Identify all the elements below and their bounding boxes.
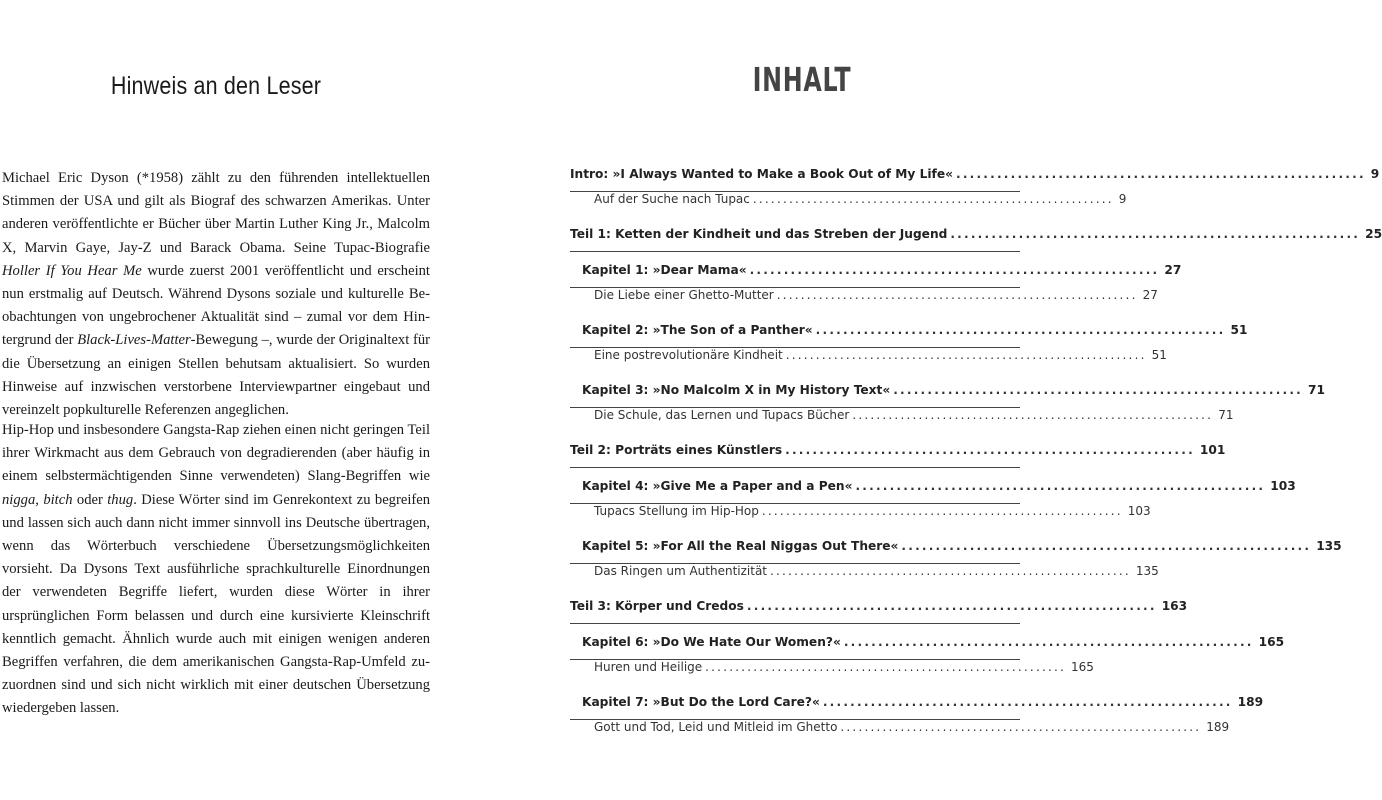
toc-page-number: 189 [1237, 695, 1264, 709]
toc-entry-label: Kapitel 5: »For All the Real Niggas Out There« [582, 539, 899, 553]
toc-entry-label: Die Schule, das Lernen und Tupacs Bücher [594, 408, 850, 422]
toc-entry[interactable] [570, 443, 1226, 468]
toc-entry-label: Kapitel 2: »The Son of a Panther« [582, 323, 813, 337]
toc-entry[interactable] [570, 599, 1188, 624]
toc-entry-label: Eine postrevolutionäre Kindheit [594, 348, 783, 362]
italic-term: Black-Lives-Matter [77, 332, 191, 349]
italic-term: bitch [43, 491, 73, 508]
toc-page-number: 27 [1142, 288, 1158, 302]
toc-leader-dots: ............................................................ [852, 408, 1214, 422]
toc-entry[interactable] [570, 539, 1342, 564]
toc-leader-dots: ............................................................ [950, 227, 1361, 241]
italic-term: Holler If You Hear Me [2, 262, 142, 279]
paragraph-1 [2, 167, 430, 422]
toc-entry[interactable] [570, 167, 1380, 192]
paragraph-2 [2, 419, 430, 721]
text-run: Michael Eric Dyson (*1958) zählt zu den führenden intellektuellen Stimmen der USA und gilt als Biograf des schwarzen Amerikas. Unter anderen veröffentlichte er Bücher über Martin Luther King Jr., Malcolm X, Marvin Gaye, Jay-Z und Barack Obama. Seine Tupac-Biografie [2, 170, 430, 256]
toc-entry[interactable] [570, 348, 1167, 372]
toc-page-number: 135 [1135, 564, 1159, 578]
toc-page-number: 165 [1071, 660, 1094, 674]
toc-entry-label: Kapitel 1: »Dear Mama« [582, 263, 747, 277]
toc-leader-dots: ............................................................ [752, 192, 1114, 206]
toc-leader-dots: ............................................................ [761, 504, 1123, 518]
right-page [520, 0, 1382, 800]
toc-entry[interactable] [570, 323, 1248, 348]
toc-leader-dots: ............................................................ [840, 720, 1202, 734]
toc-page-number: 101 [1199, 443, 1226, 457]
toc-leader-dots: ............................................................ [785, 443, 1195, 457]
toc-page-number: 71 [1308, 383, 1325, 397]
toc-entry-label: Gott und Tod, Leid und Mitleid im Ghetto [594, 720, 838, 734]
toc-entry[interactable] [570, 695, 1264, 720]
toc-leader-dots: ............................................................ [955, 167, 1366, 181]
toc-entry[interactable] [570, 720, 1230, 744]
toc-page-number: 51 [1151, 348, 1167, 362]
toc-entry[interactable] [570, 288, 1158, 312]
toc-page-number: 103 [1270, 479, 1296, 493]
toc-title: INHALT [752, 60, 852, 99]
toc-leader-dots: ............................................................ [822, 695, 1233, 709]
toc-leader-dots: ............................................................ [843, 635, 1254, 649]
toc-entry-label: Tupacs Stellung im Hip-Hop [594, 504, 759, 518]
toc-entry[interactable] [570, 660, 1094, 684]
left-page-title: Hinweis an den Leser [110, 72, 322, 100]
italic-term: nigga [2, 491, 36, 508]
toc-leader-dots: ............................................................ [749, 263, 1160, 277]
toc-leader-dots: ............................................................ [746, 599, 1157, 613]
toc-entry-label: Kapitel 3: »No Malcolm X in My History Text« [582, 383, 891, 397]
text-run: , [35, 491, 44, 508]
toc-leader-dots: ............................................................ [815, 323, 1226, 337]
toc-entry-label: Das Ringen um Authentizität [594, 564, 768, 578]
toc-entry[interactable] [570, 408, 1234, 432]
toc-entry[interactable] [570, 504, 1151, 528]
italic-term: thug [107, 491, 134, 508]
toc-entry-label: Teil 2: Porträts eines Künstlers [570, 443, 783, 457]
toc-leader-dots: ............................................................ [776, 288, 1138, 302]
toc-entry-label: Kapitel 7: »But Do the Lord Care?« [582, 695, 820, 709]
toc-page-number: 27 [1164, 263, 1182, 277]
toc-entry-label: Kapitel 6: »Do We Hate Our Women?« [582, 635, 841, 649]
text-run: -Bewegung –, wurde der Originaltext für die Übersetzung an einigen Stellen behutsam aktualisiert. So wurden Hinweise auf inzwischen verstorbene Interviewpartner eingebaut und vereinzelt popkulturelle Referenzen angeglichen. [2, 332, 430, 419]
toc-entry[interactable] [570, 383, 1325, 408]
toc-leader-dots: ............................................................ [901, 539, 1312, 553]
toc-page-number: 9 [1118, 192, 1127, 206]
toc-page-number: 189 [1206, 720, 1230, 734]
toc-page-number: 25 [1365, 227, 1382, 241]
toc-page-number: 9 [1370, 167, 1380, 181]
toc-page-number: 71 [1218, 408, 1234, 422]
toc-entry-label: Kapitel 4: »Give Me a Paper and a Pen« [582, 479, 853, 493]
text-run: wurde zuerst 2001 veröffentlicht und erscheint nun erstmalig auf Deutsch. Während Dysons soziale und kulturelle Beobachtungen von ungebrochener Aktualität sind – zumal vor dem Hintergrund der [2, 262, 430, 349]
toc-entry-label: Huren und Heilige [594, 660, 703, 674]
toc-entry[interactable] [570, 263, 1182, 288]
toc-entry-label: Teil 3: Körper und Credos [570, 599, 744, 613]
toc-entry[interactable] [570, 479, 1296, 504]
toc-entry-label: Teil 1: Ketten der Kindheit und das Streben der Jugend [570, 227, 948, 241]
toc-entry-label: Die Liebe einer Ghetto-Mutter [594, 288, 774, 302]
toc-entry[interactable] [570, 564, 1159, 588]
toc-page-number: 163 [1161, 599, 1188, 613]
toc-entry-label: Intro: »I Always Wanted to Make a Book Out of My Life« [570, 167, 953, 181]
toc-entry[interactable] [570, 227, 1382, 252]
toc-entry[interactable] [570, 192, 1127, 216]
left-page [0, 0, 470, 800]
toc-leader-dots: ............................................................ [893, 383, 1304, 397]
toc-leader-dots: ............................................................ [705, 660, 1067, 674]
text-run: oder [72, 491, 108, 508]
toc-page-number: 165 [1258, 635, 1285, 649]
toc-leader-dots: ............................................................ [785, 348, 1147, 362]
toc-page-number: 103 [1127, 504, 1151, 518]
toc-page-number: 51 [1230, 323, 1248, 337]
toc-leader-dots: ............................................................ [855, 479, 1266, 493]
toc-leader-dots: ............................................................ [770, 564, 1131, 578]
toc-page-number: 135 [1316, 539, 1342, 553]
toc-entry[interactable] [570, 635, 1285, 660]
text-run: . Diese Wörter sind im Genrekontext zu begreifen und lassen sich auch dann nicht immer sinnvoll ins Deutsche übertragen, wenn das Wörterbuch verschiedene Übersetzungsmöglichkeiten vorsieht. Da Dysons Text ausführliche sprachkulturelle Einordnungen der verwendeten Begriffe liefert, wurden diese Wörter in ihrer ursprünglichen Form belassen und durch eine kursivierte Kleinschrift kenntlich gemacht. Ähnlich wurde auch mit einigen wenigen anderen Begriffen verfahren, die dem amerikanischen Gangsta-Rap-Umfeld zuzuordnen sind und sich nicht wirklich mit einer deutschen Übersetzung wiedergeben lassen. [2, 491, 431, 717]
toc-entry-label: Auf der Suche nach Tupac [594, 192, 750, 206]
table-of-contents [570, 167, 1382, 744]
text-run: Hip-Hop und insbesondere Gangsta-Rap ziehen einen nicht geringen Teil ihrer Wirkmacht aus dem Gebrauch von degradierenden (aber häufig in einem selbstermächtigenden Sinne verwendeten) Slang-Begriffen wie [2, 422, 430, 485]
